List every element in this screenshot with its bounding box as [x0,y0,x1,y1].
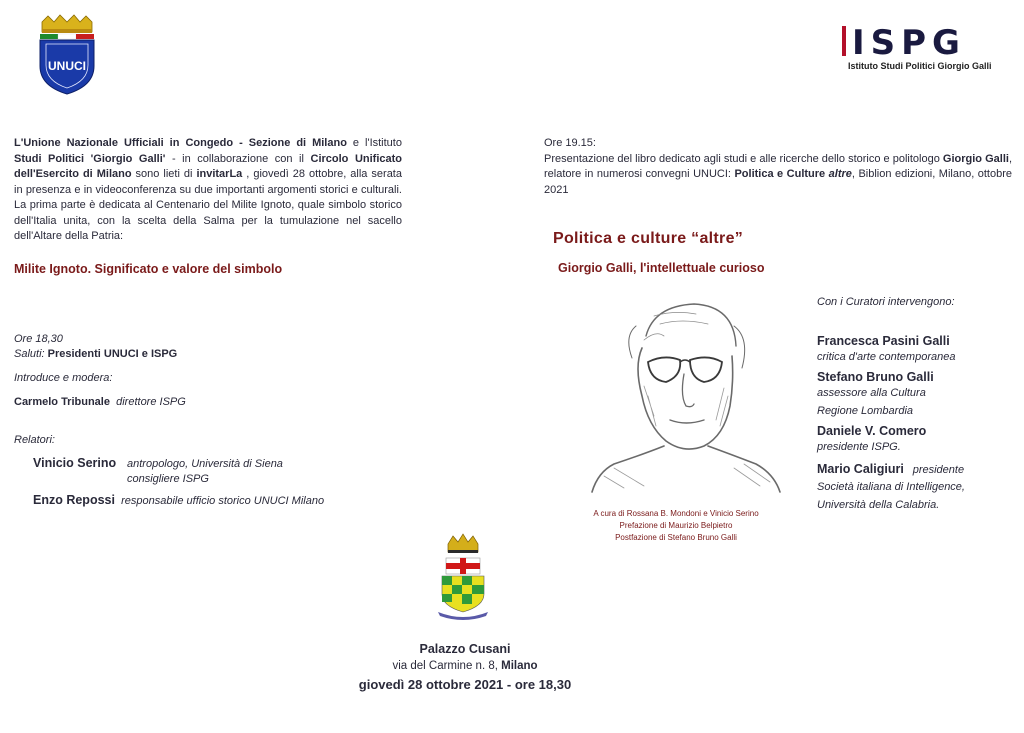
book-intro-author: Giorgio Galli [942,152,1009,165]
curators-list [817,296,1017,514]
speaker1-role-b: consigliere ISPG [127,473,209,485]
saluti-value: Presidenti UNUCI e ISPG [47,348,178,360]
ispg-logo-text: ISPG [852,24,966,58]
book-intro-text-2: , relatore in numerosi convegni UNUCI: [544,152,1012,180]
book-intro [544,136,1012,198]
milite-title: Milite Ignoto. Significato e valore del simbolo [14,262,283,276]
speaker1 [14,456,414,472]
milano-coat-of-arms [436,532,490,622]
venue-street: via del Carmine n. 8, [392,660,502,672]
introduce-label: Introduce e modera: [14,372,113,384]
book-title: Politica e culture “altre” [553,230,744,247]
ispg-logo [842,24,1000,71]
credit-preface: Prefazione di Maurizio Belpietro [619,521,733,530]
curator4-role-c: Università della Calabria. [817,499,940,511]
portrait-sketch [584,296,784,496]
curator1-role: critica d'arte contemporanea [817,351,956,363]
intro-paragraph [14,136,402,245]
intro-text-1: e l'Istituto [346,137,402,149]
credit-editors: A cura di Rossana B. Mondoni e Vinicio Serino [593,509,759,518]
intro-text-2: - in collaborazione con il [165,152,311,165]
moderator-line [14,395,414,410]
speaker1-name: Vinicio Serino [33,456,117,470]
venue-name: Palazzo Cusani [419,642,511,656]
intro-text-4: , giovedì 28 ottobre, alla serata in presenza e in videoconferenza su due importanti argomenti storici e culturali. La prima parte è dedicata al Centenario del Milite Ignoto, quale simbolo storico dell'Italia unita, con la scelta della Salma per la tumulazione nel sacello dell'Altare della Patria: [14,168,402,242]
curator2-role-b: Regione Lombardia [817,405,914,417]
intro-text-3: sono lieti di [131,168,197,180]
curator4-role-b: Società italiana di Intelligence, [817,481,965,493]
speaker2-name: Enzo Repossi [33,493,115,507]
moderator-role: direttore ISPG [116,396,186,408]
intro-org-3: Circolo Unificato dell'Esercito di Milano [14,152,403,180]
curator4-role-a: presidente [912,464,965,476]
curator4-name: Mario Caligiuri [817,462,904,476]
unuci-crest-logo [34,14,100,96]
curator1-name: Francesca Pasini Galli [817,334,950,348]
crest-text: UNUCI [48,59,86,73]
book-intro-title: Politica e Culture [734,168,829,180]
curator4-line [817,460,1017,478]
speaker2-role: responsabile ufficio storico UNUCI Milano [121,495,325,507]
book-subtitle: Giorgio Galli, l'intellettuale curioso [558,261,765,275]
curator2-role-a: assessore alla Cultura [817,387,926,399]
venue-address [300,658,630,674]
curator2-name: Stefano Bruno Galli [817,370,934,384]
saluti-line [14,347,414,362]
curator3-name: Daniele V. Comero [817,424,927,438]
second-time: Ore 19.15: [544,137,596,149]
ispg-logo-mark [842,24,1000,58]
curators-heading: Con i Curatori intervengono: [817,296,955,308]
book-intro-title-italic: altre [828,168,852,180]
intro-org-2: Studi Politici 'Giorgio Galli' [14,152,166,165]
venue-block [300,640,630,696]
credit-afterword: Postfazione di Stefano Bruno Galli [615,533,737,542]
venue-date: giovedì 28 ottobre 2021 - ore 18,30 [358,677,572,692]
ispg-logo-subtitle: Istituto Studi Politici Giorgio Galli [848,61,992,71]
saluti-label: Saluti: [14,348,48,360]
book-credits [560,508,792,544]
speaker2 [14,493,414,509]
book-intro-text-3: , Biblion edizioni, Milano, ottobre 2021 [544,168,1012,196]
speaker1-role-a: antropologo, Università di Siena [127,458,283,470]
moderator-name: Carmelo Tribunale [14,396,110,408]
intro-invite: invitarLa [196,168,243,180]
intro-org-1: L'Unione Nazionale Ufficiali in Congedo - Sezione di Milano [14,137,347,149]
program-left [14,332,414,509]
program-time: Ore 18,30 [14,333,63,345]
book-intro-text-1: Presentazione del libro dedicato agli studi e alle ricerche dello storico e politologo [544,152,943,165]
venue-city: Milano [501,660,538,672]
relatori-label: Relatori: [14,434,55,446]
curator3-role: presidente ISPG. [817,441,901,453]
